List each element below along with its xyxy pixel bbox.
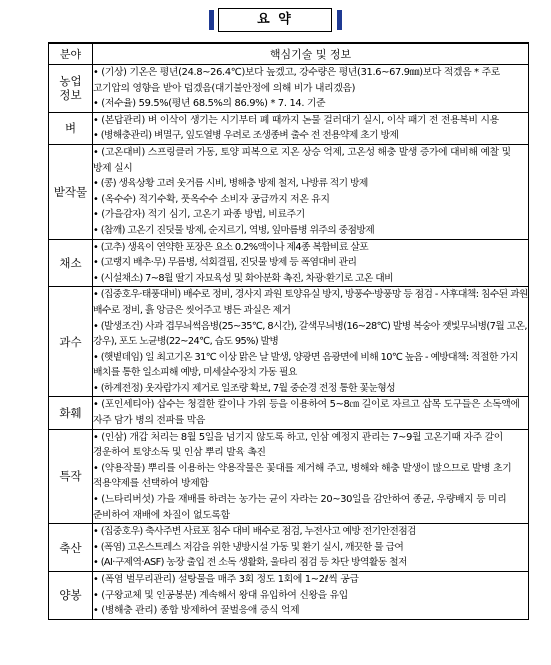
- row-rice: [49, 112, 529, 144]
- list-item: • (기상) 기온은 평년(24.8~26.4℃)보다 높겠고, 강수량은 평년(31.6~67.9㎜)보다 적겠음 * 주로 고기압의 영향을 받아 덥겠음(대기불안정에 의해 비가 내리겠음): [93, 67, 500, 94]
- list-item: • (인삼) 개갑 처리는 8월 5일을 넘기지 않도록 하고, 인삼 예정지 관리는 7~9월 고온기때 자주 갈이 경운하여 토양소독 및 인삼 뿌리 발육 촉진: [93, 431, 503, 459]
- header-content: 핵심기술 및 정보: [93, 43, 529, 65]
- list-item: • (콩) 생육상황 고려 웃거름 시비, 병해충 방제 철저, 나방류 적기 방제: [93, 178, 368, 190]
- row-livestock: [49, 524, 529, 572]
- list-item: • (AI·구제역·ASF) 농장 출입 전 소독 생활화, 울타리 점검 등 차단 방역활동 철저: [93, 557, 407, 569]
- category-label: 채소: [59, 255, 82, 270]
- list-item: • (느타리버섯) 가을 재배를 하려는 농가는 균이 자라는 20~30일을 감안하여 종균, 우량배지 등 미리 준비하여 재배에 차질이 없도록함: [93, 494, 507, 521]
- row-field-crops: [49, 144, 529, 239]
- list-item: • (집중호우) 축사주변 사료포 침수 대비 배수로 점검, 누전사고 예방 전기안전점검: [93, 526, 416, 538]
- category-label: 화훼: [59, 406, 82, 421]
- list-item: • (옥수수) 적기수확, 풋옥수수 소비자 공급까지 저온 유지: [93, 193, 330, 205]
- category-label: 농업 정보: [59, 74, 82, 103]
- list-item: • (햇볕데임) 일 최고기온 31℃ 이상 맑은 날 발생, 양광면 음광면에 비해 10℃ 높음 - 예방대책: 적절한 가지 배치를 통한 일소피해 예방, 미세살수장치 가동 필요: [93, 351, 518, 379]
- row-vegetables: [49, 239, 529, 287]
- list-item: • (포인세티아) 삽수는 청결한 칼이나 가위 등을 이용하여 5~8㎝ 길이로 자르고 삽목 도구들은 소독액에 자주 담가 병의 전파를 막음: [93, 399, 520, 427]
- title-accent-right: [337, 10, 342, 30]
- category-label: 특작: [59, 469, 82, 484]
- category-label: 벼: [64, 121, 77, 136]
- list-item: • (병해충 관리) 종합 방제하여 꿀벌응애 증식 억제: [93, 605, 300, 617]
- category-label: 밭작물: [53, 184, 88, 199]
- list-item: • (폭염) 고온스트레스 저감을 위한 냉방시설 가동 및 환기 실시, 깨끗한 물 급여: [93, 541, 404, 553]
- list-item: • (고랭지 배추·무) 무름병, 석회결핍, 진딧물 방제 등 폭염대비 관리: [93, 257, 357, 269]
- summary-table: [48, 42, 529, 620]
- row-beekeeping: [49, 572, 529, 620]
- list-item: • (발생조건) 사과 겹무늬썩음병(25~35℃, 8시간), 갈색무늬병(16~28℃) 발병 복숭아 잿빛무늬병(7월 고온, 강우), 포도 노균병(22~24℃, 습도 95%) 발병: [93, 320, 527, 348]
- list-item: • (참깨) 고온기 진딧물 방제, 순지르기, 역병, 잎마름병 위주의 중점방제: [93, 224, 375, 236]
- summary-title-area: [0, 8, 551, 32]
- table-header-row: [49, 43, 529, 65]
- list-item: • (고추) 생육이 연약한 포장은 요소 0.2%액이나 제4종 복합비료 살포: [93, 241, 369, 253]
- row-special-crops: [49, 429, 529, 524]
- category-label: 양봉: [59, 588, 82, 603]
- list-item: • (구왕교체 및 인공봉분) 계속해서 왕대 유입하여 신왕을 유입: [93, 589, 348, 601]
- row-flowers: [49, 397, 529, 429]
- title-accent-left: [209, 10, 214, 30]
- header-category: 분야: [49, 43, 93, 65]
- category-label: 과수: [59, 334, 82, 349]
- list-item: • (하계전정) 웃자람가지 제거로 일조량 확보, 7월 중순경 전정 통한 꽃눈형성: [93, 382, 395, 394]
- list-item: • (시설채소) 7~8월 딸기 자묘육성 및 화아분화 촉진, 차광·환기로 고온 대비: [93, 272, 393, 284]
- row-fruit-trees: [49, 287, 529, 397]
- list-item: • (약용작물) 뿌리를 이용하는 약용작물은 꽃대를 제거해 주고, 병해와 해충 발생이 많으므로 발병 초기 적용약제를 선택하여 방제함: [93, 462, 512, 490]
- row-agri-info: [49, 65, 529, 113]
- category-label: 축산: [59, 540, 82, 555]
- summary-title: 요 약: [218, 8, 332, 32]
- list-item: • (저수율) 59.5%(평년 68.5%의 86.9%) * 7. 14. 기준: [93, 98, 326, 110]
- list-item: • (고온대비) 스프링클러 가동, 토양 피복으로 지온 상승 억제, 고온성 해충 발생 증가에 대비해 예찰 및 방제 실시: [93, 146, 511, 174]
- list-item: • (본답관리) 벼 이삭이 생기는 시기부터 폐 때까지 논물 걸러대기 실시, 이삭 패기 전 전용복비 시용: [93, 114, 499, 126]
- list-item: • (폭염 벌무리관리) 설탕물을 매주 3회 정도 1회에 1~2ℓ씩 공급: [93, 574, 359, 585]
- list-item: • (가을감자) 적기 심기, 고온기 파종 방법, 비료주기: [93, 209, 305, 221]
- list-item: • (병해충관리) 벼멸구, 잎도열병 우려로 조생종벼 출수 전 전용약제 초기 방제: [93, 130, 399, 142]
- list-item: • (집중호우·태풍대비) 배수로 정비, 경사지 과원 토양유실 방지, 방풍수·방풍망 등 점검 - 사후대책: 침수된 과원 배수로 정비, 흙 앙금은 씻어주고 병든 과실은 제거: [93, 289, 528, 316]
